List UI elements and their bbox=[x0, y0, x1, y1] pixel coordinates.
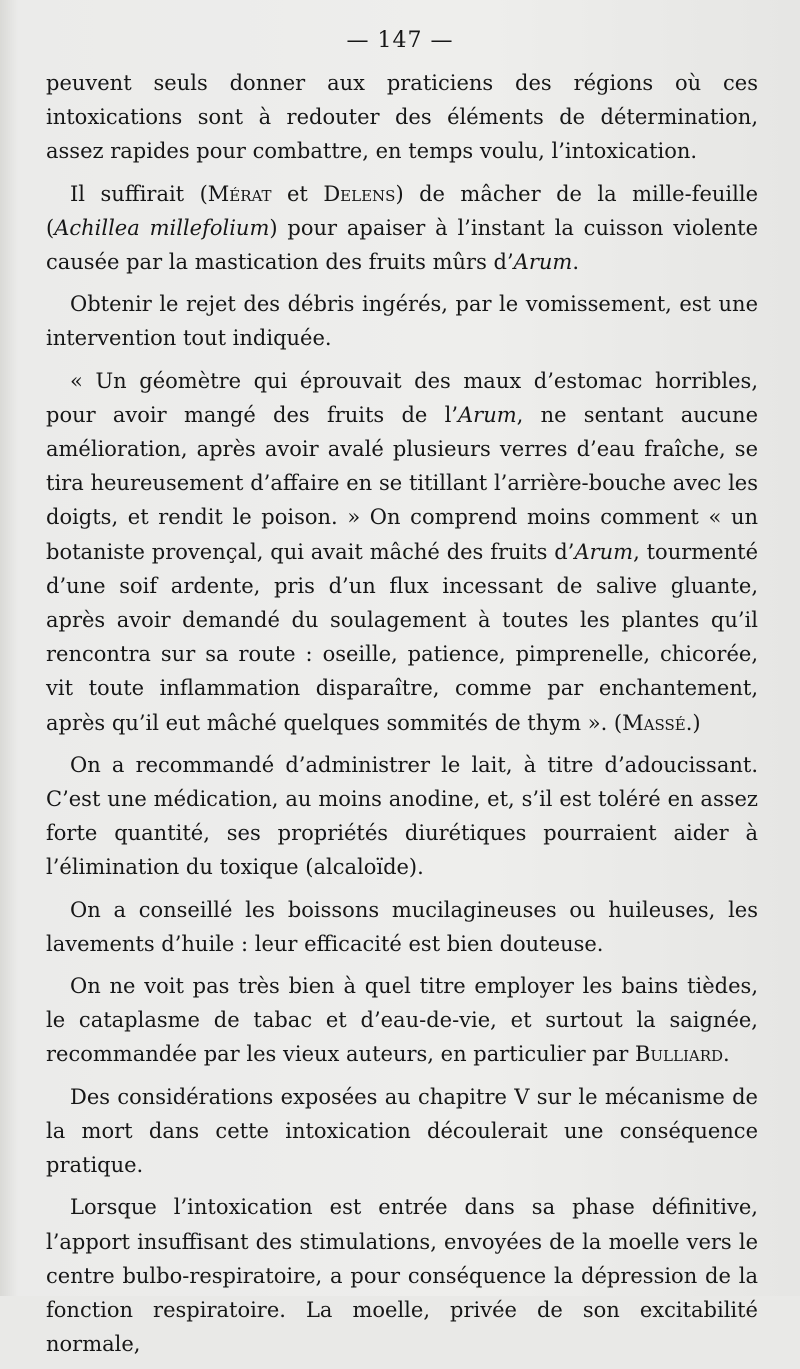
text-run: Il suffirait ( bbox=[70, 181, 208, 206]
paragraph-3: Obtenir le rejet des débris ingérés, par le vomissement, est une intervention tout indiquée. bbox=[46, 292, 758, 351]
genus-name: Arum bbox=[574, 539, 634, 564]
text-run: On ne voit pas très bien à quel titre employer les bains tièdes, le cataplasme de tabac et d’eau-de-vie, et surtout la saignée, recommandée par les vieux auteurs, en particulier par bbox=[46, 974, 758, 1067]
genus-name: Arum bbox=[513, 250, 573, 275]
text-run: ) de mâcher de la mille-feuille ( bbox=[46, 181, 758, 240]
paragraph-1: peuvent seuls donner aux praticiens des régions où ces intoxications sont à redouter des éléments de détermination, assez rapides pour combattre, en temps voulu, l’intoxication. bbox=[46, 71, 758, 164]
text-run: , ne sentant aucune amélioration, après avoir avalé plusieurs verres d’eau fraîche, se tira heureusement d’affaire en se titillant l’arrière-bouche avec les doigts, et rendit le poison. » On comprend moins comment « un botaniste provençal, qui avait mâché des fruits d’ bbox=[46, 402, 758, 564]
text-run: . bbox=[723, 1042, 730, 1067]
paragraph-2 bbox=[46, 177, 758, 280]
text-run: ) pour apaiser à l’instant la cuisson violente causée par la mastication des fruits mûrs d’ bbox=[46, 215, 758, 275]
species-name: Achillea millefolium bbox=[54, 215, 270, 240]
author-name: Delens bbox=[323, 181, 396, 206]
paragraph-8: Des considérations exposées au chapitre V sur le mécanisme de la mort dans cette intoxication découlerait une conséquence pratique. bbox=[46, 1084, 758, 1178]
text-run: . bbox=[572, 250, 580, 275]
paragraph-4 bbox=[46, 364, 758, 740]
paragraph-5: On a recommandé d’administrer le lait, à titre d’adoucissant. C’est une médication, au moins anodine, et, s’il est toléré en assez forte quantité, ses propriétés diurétiques pourraient aider à l’élimination du toxique (alcaloïde). bbox=[46, 752, 758, 880]
text-run: .) bbox=[685, 710, 701, 735]
paragraph-9: Lorsque l’intoxication est entrée dans sa phase définitive, l’apport insuffisant des stimulations, envoyées de la moelle vers le centre bulbo-respiratoire, a pour conséquence la dépression de la fonction respiratoire. La moelle, privée de son excitabilité normale, bbox=[46, 1195, 758, 1357]
genus-name: Arum bbox=[458, 402, 517, 427]
author-name: Bulliard bbox=[634, 1042, 724, 1067]
text-run: , tourmenté d’une soif ardente, pris d’un flux incessant de salive gluante, après avoir demandé du soulagement à toutes les plantes qu’il rencontra sur sa route : oseille, patience, pimprenelle, chicorée, vit toute inflammation disparaître, comme par enchantement, après qu’il eut mâché quelques sommités de thym ». ( bbox=[46, 539, 758, 735]
text-run: et bbox=[271, 181, 324, 206]
body-text bbox=[46, 66, 758, 1369]
author-name: Massé bbox=[622, 710, 686, 735]
text-run: « Un géomètre qui éprouvait des maux d’estomac horribles, pour avoir mangé des fruits de l’ bbox=[46, 368, 758, 427]
author-name: Mérat bbox=[207, 181, 272, 206]
paragraph-6: On a conseillé les boissons mucilagineuses ou huileuses, les lavements d’huile : leur efficacité est bien douteuse. bbox=[46, 897, 758, 956]
page-number: — 147 — bbox=[346, 28, 454, 53]
paragraph-7 bbox=[46, 969, 758, 1072]
